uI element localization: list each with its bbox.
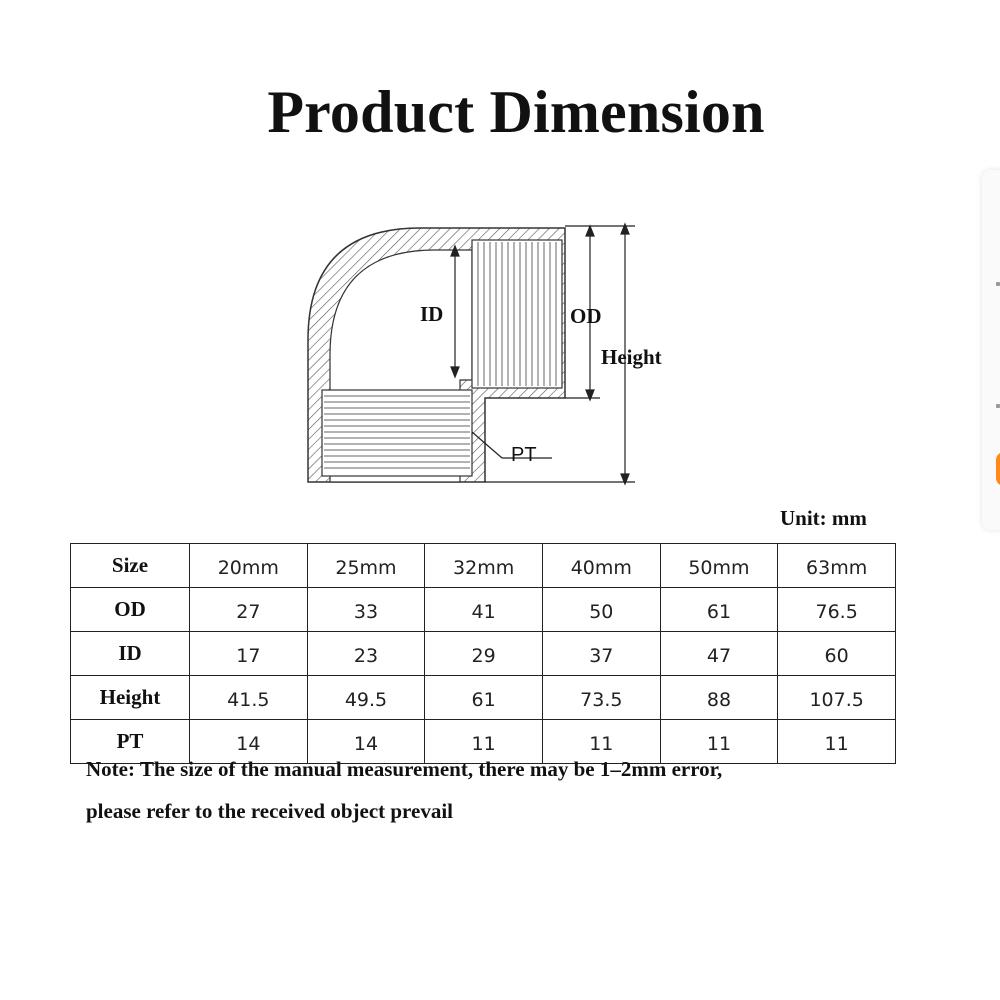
- table-cell: 11: [542, 720, 660, 764]
- note-line-1: Note: The size of the manual measurement, there may be 1–2mm error,: [86, 757, 723, 781]
- page-title: Product Dimension: [267, 79, 765, 145]
- panel-orange-tab[interactable]: [996, 452, 1000, 486]
- pt-dimension-label: PT: [511, 444, 537, 466]
- table-cell: 29: [425, 632, 543, 676]
- table-cell: 33: [307, 588, 425, 632]
- panel-dot-icon: [996, 404, 1000, 408]
- table-cell: 73.5: [542, 676, 660, 720]
- table-cell: 60: [778, 632, 896, 676]
- table-cell: 47: [660, 632, 778, 676]
- table-cell: 14: [190, 720, 308, 764]
- table-cell: 11: [660, 720, 778, 764]
- note-line-2: please refer to the received object prevail: [86, 799, 453, 823]
- table-cell: 11: [778, 720, 896, 764]
- table-cell: 27: [190, 588, 308, 632]
- size-cell: 32mm: [425, 544, 543, 588]
- table-cell: 37: [542, 632, 660, 676]
- height-dimension-label: Height: [601, 345, 662, 369]
- size-cell: 40mm: [542, 544, 660, 588]
- table-cell: 23: [307, 632, 425, 676]
- table-cell: 61: [425, 676, 543, 720]
- side-floating-panel[interactable]: [982, 170, 1000, 530]
- size-cell: 25mm: [307, 544, 425, 588]
- row-label: PT: [71, 720, 190, 764]
- dimension-table: [70, 543, 896, 764]
- size-cell: 63mm: [778, 544, 896, 588]
- table-cell: 61: [660, 588, 778, 632]
- panel-dot-icon: [996, 282, 1000, 286]
- row-label: ID: [71, 632, 190, 676]
- table-cell: 88: [660, 676, 778, 720]
- row-label: OD: [71, 588, 190, 632]
- size-cell: 50mm: [660, 544, 778, 588]
- table-row-id: [71, 632, 896, 676]
- table-header-row: [71, 544, 896, 588]
- table-cell: 107.5: [778, 676, 896, 720]
- size-cell: 20mm: [190, 544, 308, 588]
- table-cell: 14: [307, 720, 425, 764]
- table-cell: 41: [425, 588, 543, 632]
- table-cell: 50: [542, 588, 660, 632]
- od-dimension-label: OD: [570, 304, 602, 328]
- table-cell: 17: [190, 632, 308, 676]
- table-cell: 49.5: [307, 676, 425, 720]
- table-cell: 41.5: [190, 676, 308, 720]
- elbow-fitting-diagram: [290, 210, 710, 510]
- table-row-od: [71, 588, 896, 632]
- table-row-height: [71, 676, 896, 720]
- table-cell: 76.5: [778, 588, 896, 632]
- row-label: Height: [71, 676, 190, 720]
- unit-label: Unit: mm: [780, 506, 867, 530]
- table-cell: 11: [425, 720, 543, 764]
- id-dimension-label: ID: [420, 302, 444, 326]
- table-header-size: Size: [71, 544, 190, 588]
